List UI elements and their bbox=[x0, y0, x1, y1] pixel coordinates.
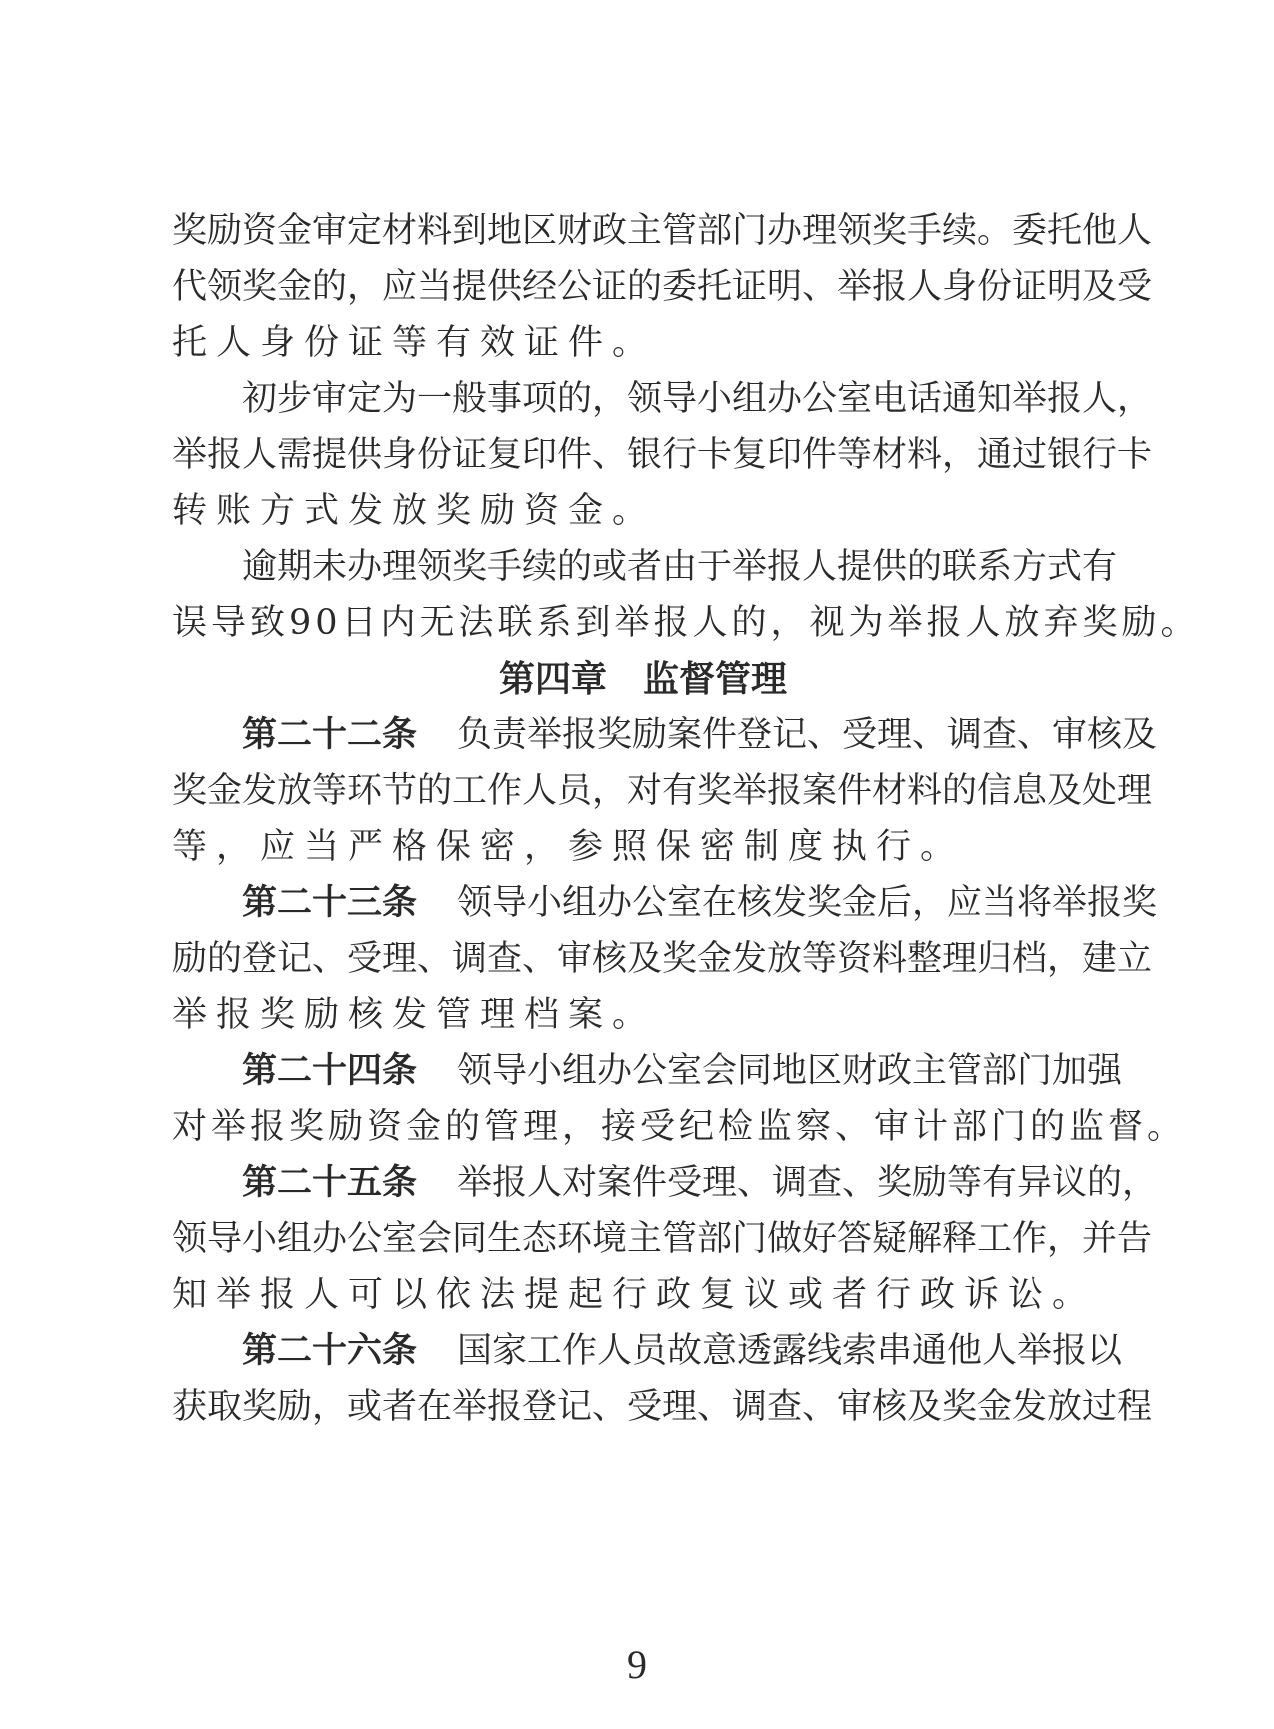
paragraph-line: 托人身份证等有效证件。 bbox=[172, 323, 657, 363]
article-number: 第二十三条 bbox=[242, 883, 418, 923]
article-first-line bbox=[172, 1158, 1158, 1208]
paragraph-line: 等，应当严格保密，参照保密制度执行。 bbox=[172, 827, 965, 867]
page-number: 9 bbox=[627, 1642, 647, 1687]
article-text: 领导小组办公室会同地区财政主管部门加强 bbox=[457, 1051, 1123, 1091]
paragraph-line: 举报人需提供身份证复印件、银行卡复印件等材料，通过银行卡 bbox=[172, 435, 1153, 475]
article-text: 举报人对案件受理、调查、奖励等有异议的， bbox=[457, 1163, 1158, 1203]
article-first-line bbox=[172, 1046, 1123, 1096]
paragraph-line: 代领奖金的，应当提供经公证的委托证明、举报人身份证明及受 bbox=[172, 267, 1153, 307]
article-number: 第二十二条 bbox=[242, 715, 418, 755]
article-text: 国家工作人员故意透露线索串通他人举报以 bbox=[457, 1331, 1123, 1371]
chapter-heading: 第四章 监督管理 bbox=[498, 659, 787, 700]
article-first-line bbox=[172, 1326, 1123, 1376]
article-first-line bbox=[172, 710, 1158, 760]
paragraph-line: 励的登记、受理、调查、审核及奖金发放等资料整理归档，建立 bbox=[172, 939, 1153, 979]
paragraph-line: 知举报人可以依法提起行政复议或者行政诉讼。 bbox=[172, 1275, 1097, 1315]
article-text: 领导小组办公室在核发奖金后，应当将举报奖 bbox=[457, 883, 1158, 923]
paragraph-line: 奖金发放等环节的工作人员，对有奖举报案件材料的信息及处理 bbox=[172, 771, 1153, 811]
article-first-line bbox=[172, 878, 1158, 928]
article-text: 负责举报奖励案件登记、受理、调查、审核及 bbox=[457, 715, 1158, 755]
article-number: 第二十五条 bbox=[242, 1163, 418, 1203]
paragraph-line: 获取奖励，或者在举报登记、受理、调查、审核及奖金发放过程 bbox=[172, 1387, 1153, 1427]
paragraph-line: 对举报奖励资金的管理，接受纪检监察、审计部门的监督。 bbox=[172, 1107, 1187, 1147]
article-number: 第二十四条 bbox=[242, 1051, 418, 1091]
paragraph-line: 举报奖励核发管理档案。 bbox=[172, 995, 657, 1035]
article-number: 第二十六条 bbox=[242, 1331, 418, 1371]
paragraph-line: 初步审定为一般事项的，领导小组办公室电话通知举报人， bbox=[242, 379, 1153, 419]
paragraph-line: 转账方式发放奖励资金。 bbox=[172, 491, 657, 531]
paragraph-line: 误导致90日内无法联系到举报人的，视为举报人放弃奖励。 bbox=[172, 603, 1200, 643]
paragraph-line: 奖励资金审定材料到地区财政主管部门办理领奖手续。委托他人 bbox=[172, 211, 1153, 251]
paragraph-line: 逾期未办理领奖手续的或者由于举报人提供的联系方式有 bbox=[242, 547, 1118, 587]
paragraph-line: 领导小组办公室会同生态环境主管部门做好答疑解释工作，并告 bbox=[172, 1219, 1153, 1259]
